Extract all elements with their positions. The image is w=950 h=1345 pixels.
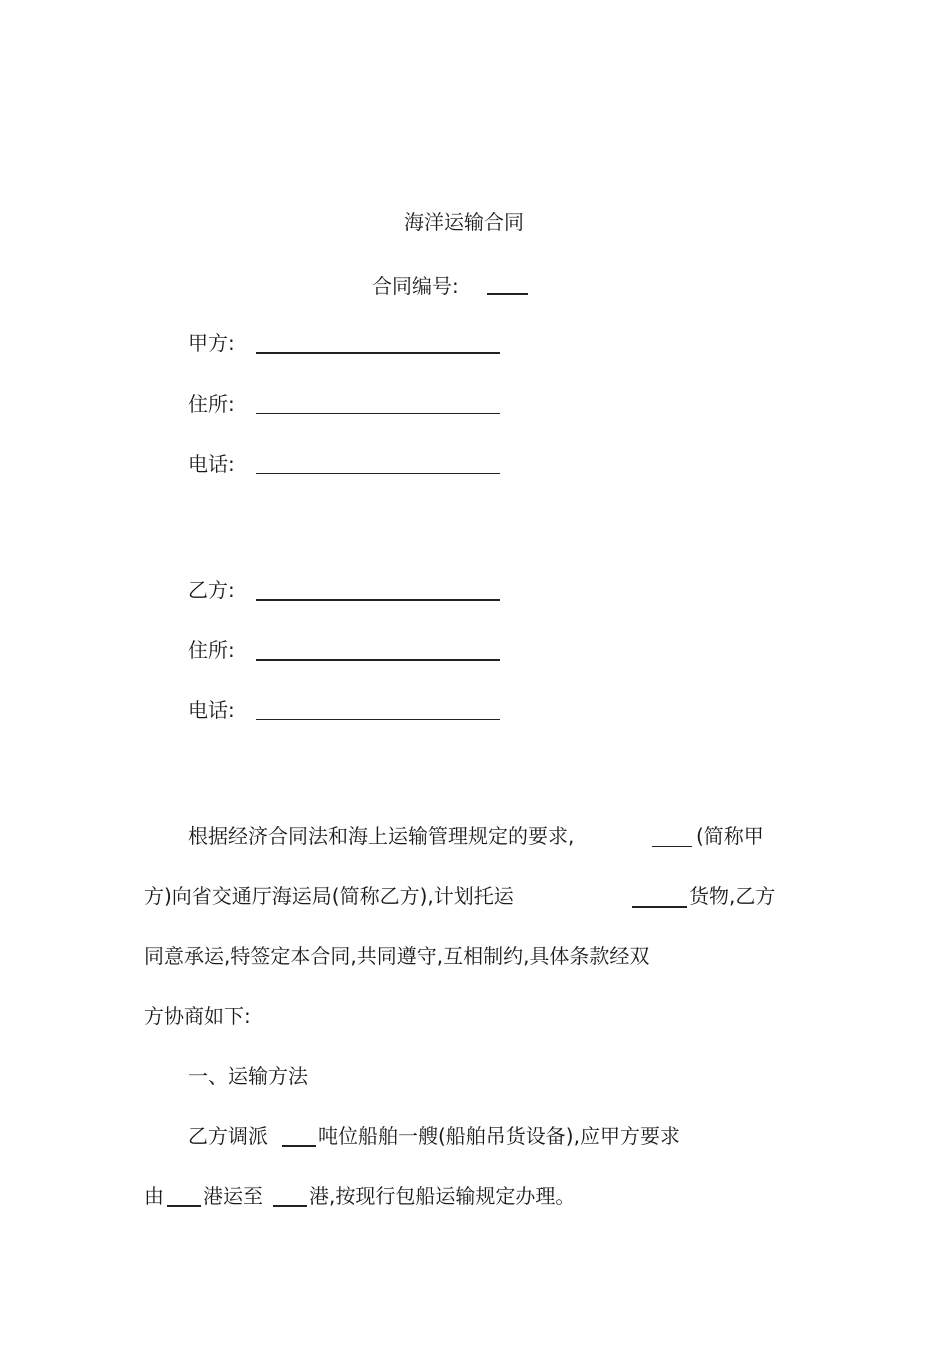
party-a-phone-blank[interactable] [256,473,500,474]
contract-number-label: 合同编号: [372,274,459,298]
destination-port-blank[interactable] [273,1205,307,1207]
preamble-line-2: 方)向省交通厅海运局(简称乙方),计划托运 [144,884,514,908]
party-b-address-label: 住所: [188,638,235,662]
party-a-blank[interactable] [256,352,500,354]
preamble-line-1: 根据经济合同法和海上运输管理规定的要求, [188,824,575,848]
section-1-line-1-rest: 吨位船舶一艘(船舶吊货设备),应甲方要求 [318,1124,680,1148]
party-a-short-name-blank[interactable] [652,846,692,847]
party-b-blank[interactable] [256,599,500,601]
section-1-line-2-mid: 港运至 [203,1184,263,1208]
document-title: 海洋运输合同 [404,210,524,234]
party-b-phone-label: 电话: [188,698,235,722]
party-b-address-blank[interactable] [256,659,500,661]
party-a-phone-label: 电话: [188,452,235,476]
preamble-line-2-tail: 货物,乙方 [689,884,776,908]
party-b-label: 乙方: [188,578,235,602]
contract-number-blank[interactable] [487,293,528,295]
party-b-phone-blank[interactable] [256,719,500,720]
party-a-address-label: 住所: [188,392,235,416]
party-a-label: 甲方: [188,331,235,355]
tonnage-blank[interactable] [282,1145,316,1147]
preamble-line-1-tail: (简称甲 [696,824,764,848]
section-1-line-2-end: 港,按现行包船运输规定办理。 [309,1184,576,1208]
party-a-address-blank[interactable] [256,413,500,414]
cargo-blank[interactable] [632,906,687,908]
section-1-line-1-start: 乙方调派 [188,1124,268,1148]
section-1-line-2-start: 由 [144,1184,164,1208]
origin-port-blank[interactable] [167,1205,201,1207]
preamble-line-4: 方协商如下: [144,1004,251,1028]
section-1-heading: 一、运输方法 [188,1064,308,1088]
preamble-line-3: 同意承运,特签定本合同,共同遵守,互相制约,具体条款经双 [144,944,650,968]
